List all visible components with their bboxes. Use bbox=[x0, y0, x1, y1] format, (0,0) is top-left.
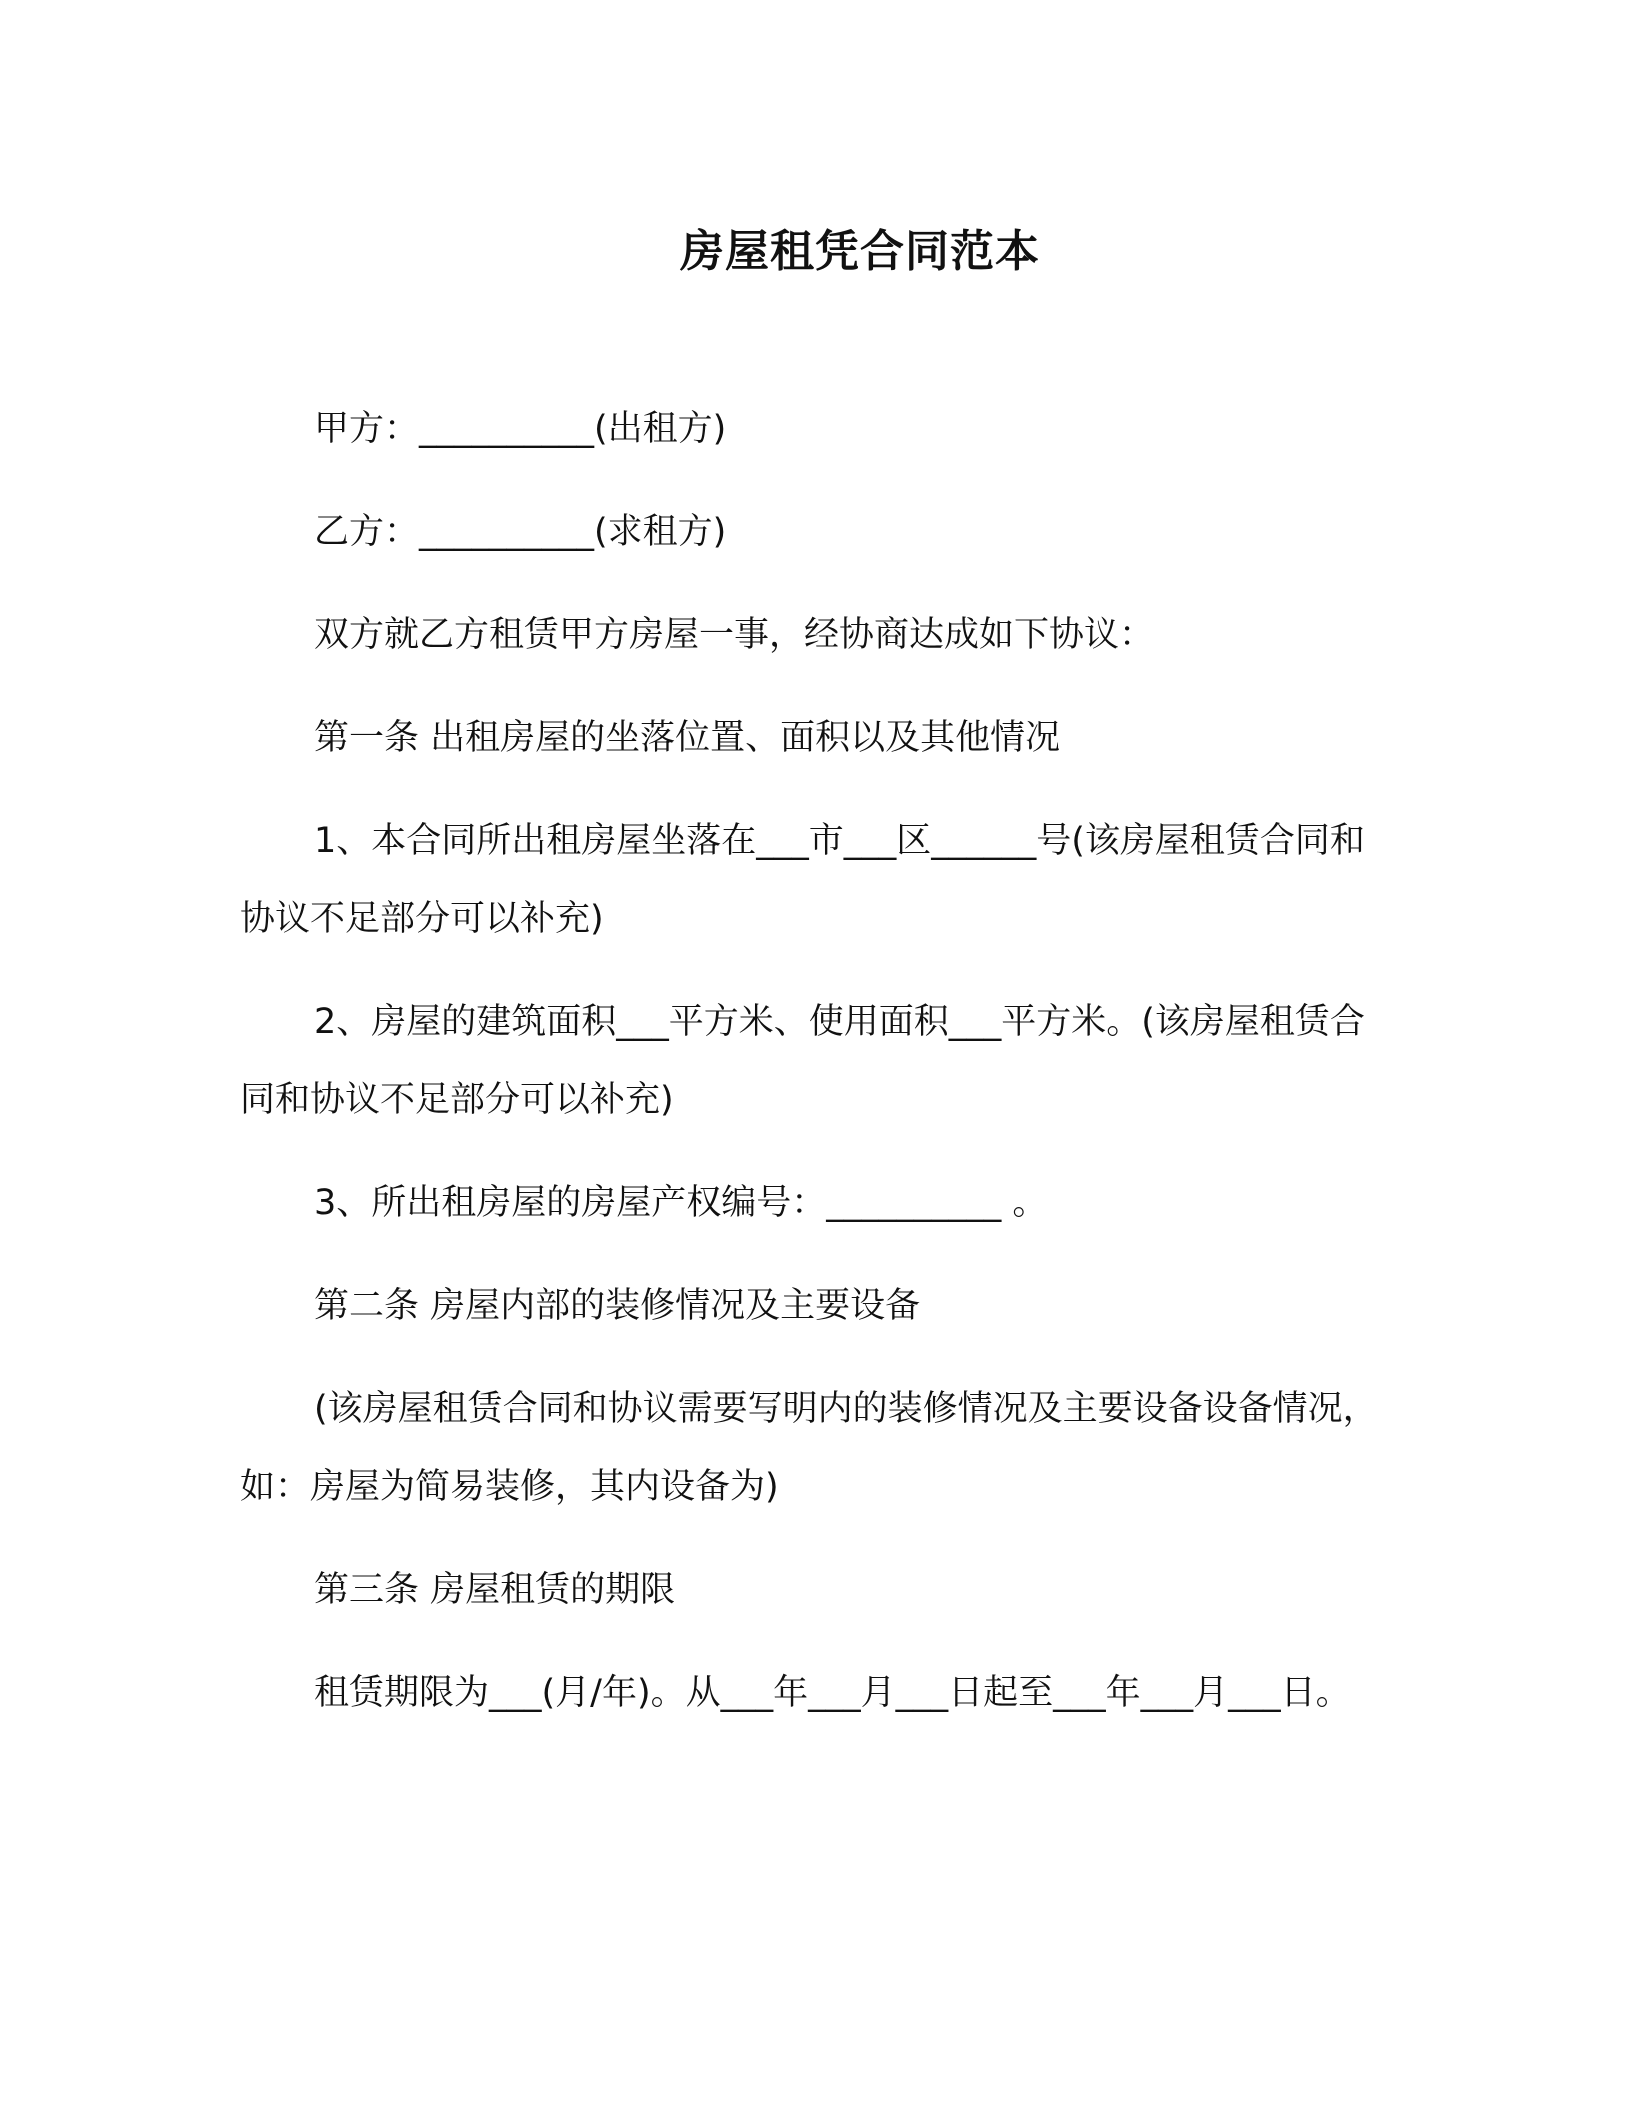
article-2-note: (该房屋租赁合同和协议需要写明内的装修情况及主要设备设备情况，如：房屋为简易装修，其内设备为) bbox=[240, 1389, 1378, 1507]
clause-1-location: 1、本合同所出租房屋坐落在___市___区______号(该房屋租赁合同和协议不足部分可以补充) bbox=[240, 821, 1365, 939]
lease-term-clause: 租赁期限为___(月/年)。从___年___月___日起至___年___月___日。 bbox=[314, 1673, 1351, 1713]
article-2-heading: 第二条 房屋内部的装修情况及主要设备 bbox=[314, 1286, 921, 1326]
party-a-line: 甲方：__________(出租方) bbox=[314, 409, 727, 449]
contract-body bbox=[240, 390, 1380, 1757]
article-1-heading: 第一条 出租房屋的坐落位置、面积以及其他情况 bbox=[314, 718, 1061, 758]
agreement-intro: 双方就乙方租赁甲方房屋一事，经协商达成如下协议： bbox=[314, 615, 1155, 655]
article-3-heading: 第三条 房屋租赁的期限 bbox=[314, 1570, 676, 1610]
clause-2-area: 2、房屋的建筑面积___平方米、使用面积___平方米。(该房屋租赁合同和协议不足部分可以补充) bbox=[240, 1002, 1365, 1120]
party-b-line: 乙方：__________(求租方) bbox=[314, 512, 727, 552]
clause-3-property-number: 3、所出租房屋的房屋产权编号：__________ 。 bbox=[314, 1183, 1048, 1223]
page-title: 房屋租凭合同范本 bbox=[680, 226, 1040, 277]
